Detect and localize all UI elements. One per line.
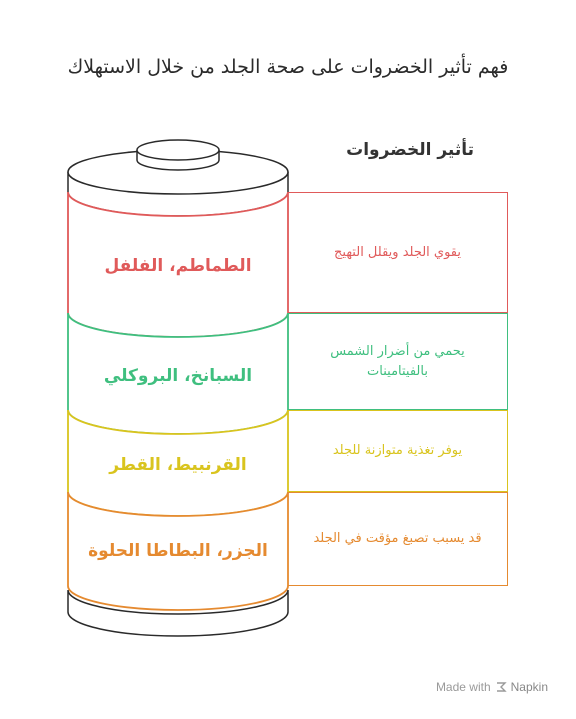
description-text-2: يحمي من أضرار الشمس بالفيتامينات <box>330 344 465 379</box>
segment-label-cauliflower-mushroom: القرنبيط، القطر <box>109 455 247 475</box>
section-title: تأثير الخضروات <box>346 140 474 160</box>
description-text-3: يوفر تغذية متوازنة للجلد <box>332 443 463 459</box>
description-box-2 <box>288 313 508 410</box>
segment-label-carrot-sweet-potato: الجزر، البطاطا الحلوة <box>88 541 268 561</box>
napkin-logo-icon <box>495 681 507 693</box>
segment-label-spinach-broccoli: السبانخ، البروكلي <box>103 366 253 386</box>
page-title: فهم تأثير الخضروات على صحة الجلد من خلال الاستهلاك <box>67 56 509 78</box>
made-with-footer <box>436 680 548 694</box>
description-box-3 <box>288 410 508 492</box>
segment-label-tomato-pepper: الطماطم، الفلفل <box>104 256 252 276</box>
description-text-1: يقوي الجلد ويقلل التهيج <box>334 244 461 260</box>
battery-terminal-top <box>137 140 219 160</box>
napkin-brand-text: Napkin <box>510 680 548 694</box>
description-box-1 <box>288 192 508 313</box>
description-text-4: قد يسبب تصبغ مؤقت في الجلد <box>313 531 482 547</box>
description-box-4 <box>288 492 508 586</box>
made-with-text: Made with <box>435 680 491 694</box>
